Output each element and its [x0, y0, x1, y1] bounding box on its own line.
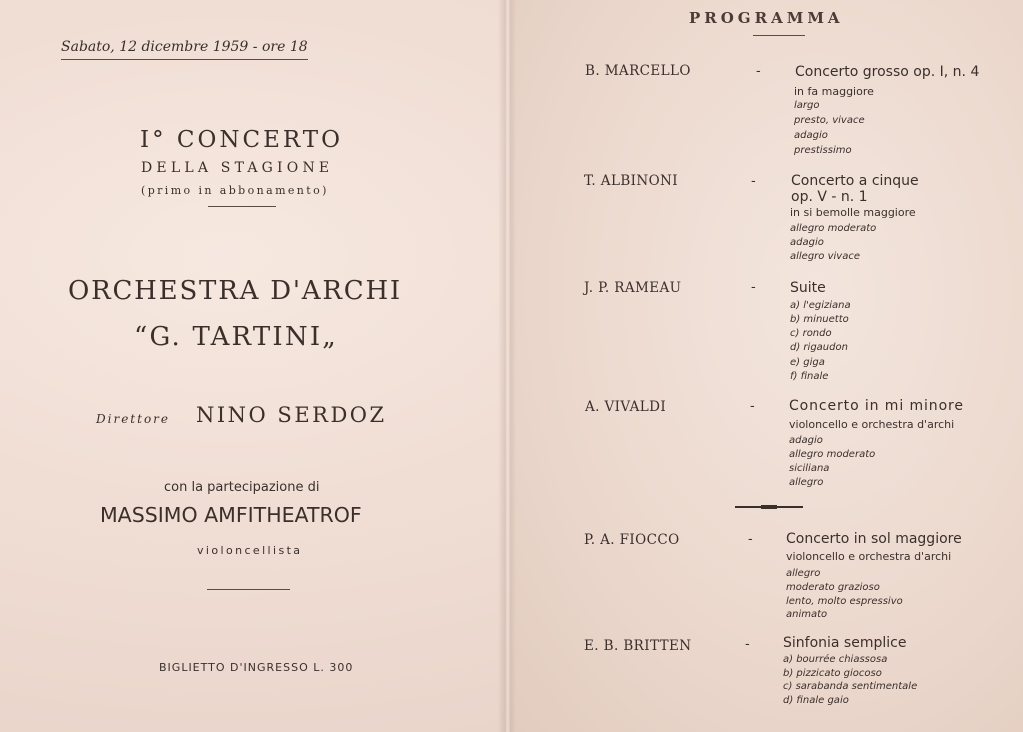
- movement: animato: [786, 609, 828, 620]
- intermission-divider: [735, 506, 803, 508]
- movement: f) finale: [790, 371, 829, 382]
- movement: allegro moderato: [789, 449, 876, 460]
- program-heading: PROGRAMMA: [689, 9, 844, 27]
- movement: prestissimo: [794, 145, 852, 156]
- movement: a) l'egiziana: [790, 300, 851, 311]
- participation-text: con la partecipazione di: [164, 480, 320, 495]
- movement: allegro moderato: [790, 223, 877, 234]
- movement: siciliana: [789, 463, 830, 474]
- movement: a) bourrée chiassosa: [783, 654, 888, 665]
- page-fold: [498, 0, 516, 732]
- movement: allegro vivace: [790, 251, 860, 262]
- movement: c) sarabanda sentimentale: [783, 681, 918, 692]
- subscription-note: (primo in abbonamento): [141, 184, 329, 197]
- date-line: Sabato, 12 dicembre 1959 - ore 18: [61, 39, 308, 60]
- work-key: in fa maggiore: [794, 85, 874, 98]
- separator-dash: -: [748, 532, 753, 547]
- movement: adagio: [794, 130, 828, 141]
- soloist-divider: [207, 589, 290, 590]
- work-title: Concerto a cinque: [791, 173, 919, 189]
- movement: b) minuetto: [790, 314, 849, 325]
- movement: d) rigaudon: [790, 342, 848, 353]
- work-title: Sinfonia semplice: [783, 635, 907, 651]
- composer-name: B. MARCELLO: [585, 63, 691, 79]
- separator-dash: -: [751, 174, 756, 189]
- composer-name: E. B. BRITTEN: [584, 638, 692, 654]
- work-title: Suite: [790, 280, 826, 296]
- movement: allegro: [786, 568, 821, 579]
- movement: presto, vivace: [794, 115, 865, 126]
- concert-title: I° CONCERTO: [140, 127, 343, 153]
- movement: adagio: [789, 435, 823, 446]
- work-title-line2: op. V - n. 1: [791, 189, 868, 205]
- soloist-name: MASSIMO AMFITHEATROF: [100, 503, 362, 527]
- separator-dash: -: [750, 399, 755, 414]
- director-name: NINO SERDOZ: [196, 403, 387, 427]
- season-label: DELLA STAGIONE: [141, 160, 334, 176]
- movement: e) giga: [790, 357, 825, 368]
- composer-name: J. P. RAMEAU: [584, 280, 682, 296]
- separator-dash: -: [745, 637, 750, 652]
- title-divider: [208, 206, 276, 207]
- movement: d) finale gaio: [783, 695, 849, 706]
- movement: largo: [794, 100, 820, 111]
- work-instrumentation: violoncello e orchestra d'archi: [786, 550, 952, 563]
- separator-dash: -: [751, 280, 756, 295]
- movement: b) pizzicato giocoso: [783, 668, 882, 679]
- ticket-price: BIGLIETTO D'INGRESSO L. 300: [159, 661, 354, 674]
- composer-name: T. ALBINONI: [584, 173, 678, 189]
- orchestra-name: ORCHESTRA D'ARCHI: [68, 276, 402, 306]
- orchestra-subname: “G. TARTINI„: [134, 322, 338, 352]
- movement: adagio: [790, 237, 824, 248]
- separator-dash: -: [756, 64, 761, 79]
- movement: allegro: [789, 477, 824, 488]
- director-label: Direttore: [96, 412, 171, 426]
- movement: moderato grazioso: [786, 582, 880, 593]
- composer-name: A. VIVALDI: [585, 399, 667, 415]
- work-title: Concerto grosso op. I, n. 4: [795, 64, 980, 80]
- program-heading-divider: [753, 35, 805, 36]
- movement: c) rondo: [790, 328, 832, 339]
- work-key: in si bemolle maggiore: [790, 206, 916, 219]
- work-title: Concerto in mi minore: [789, 398, 964, 414]
- movement: lento, molto espressivo: [786, 596, 903, 607]
- composer-name: P. A. FIOCCO: [584, 532, 680, 548]
- soloist-instrument: violoncellista: [197, 544, 303, 557]
- right-page-background: [507, 0, 1023, 732]
- work-title: Concerto in sol maggiore: [786, 531, 962, 547]
- work-instrumentation: violoncello e orchestra d'archi: [789, 418, 955, 431]
